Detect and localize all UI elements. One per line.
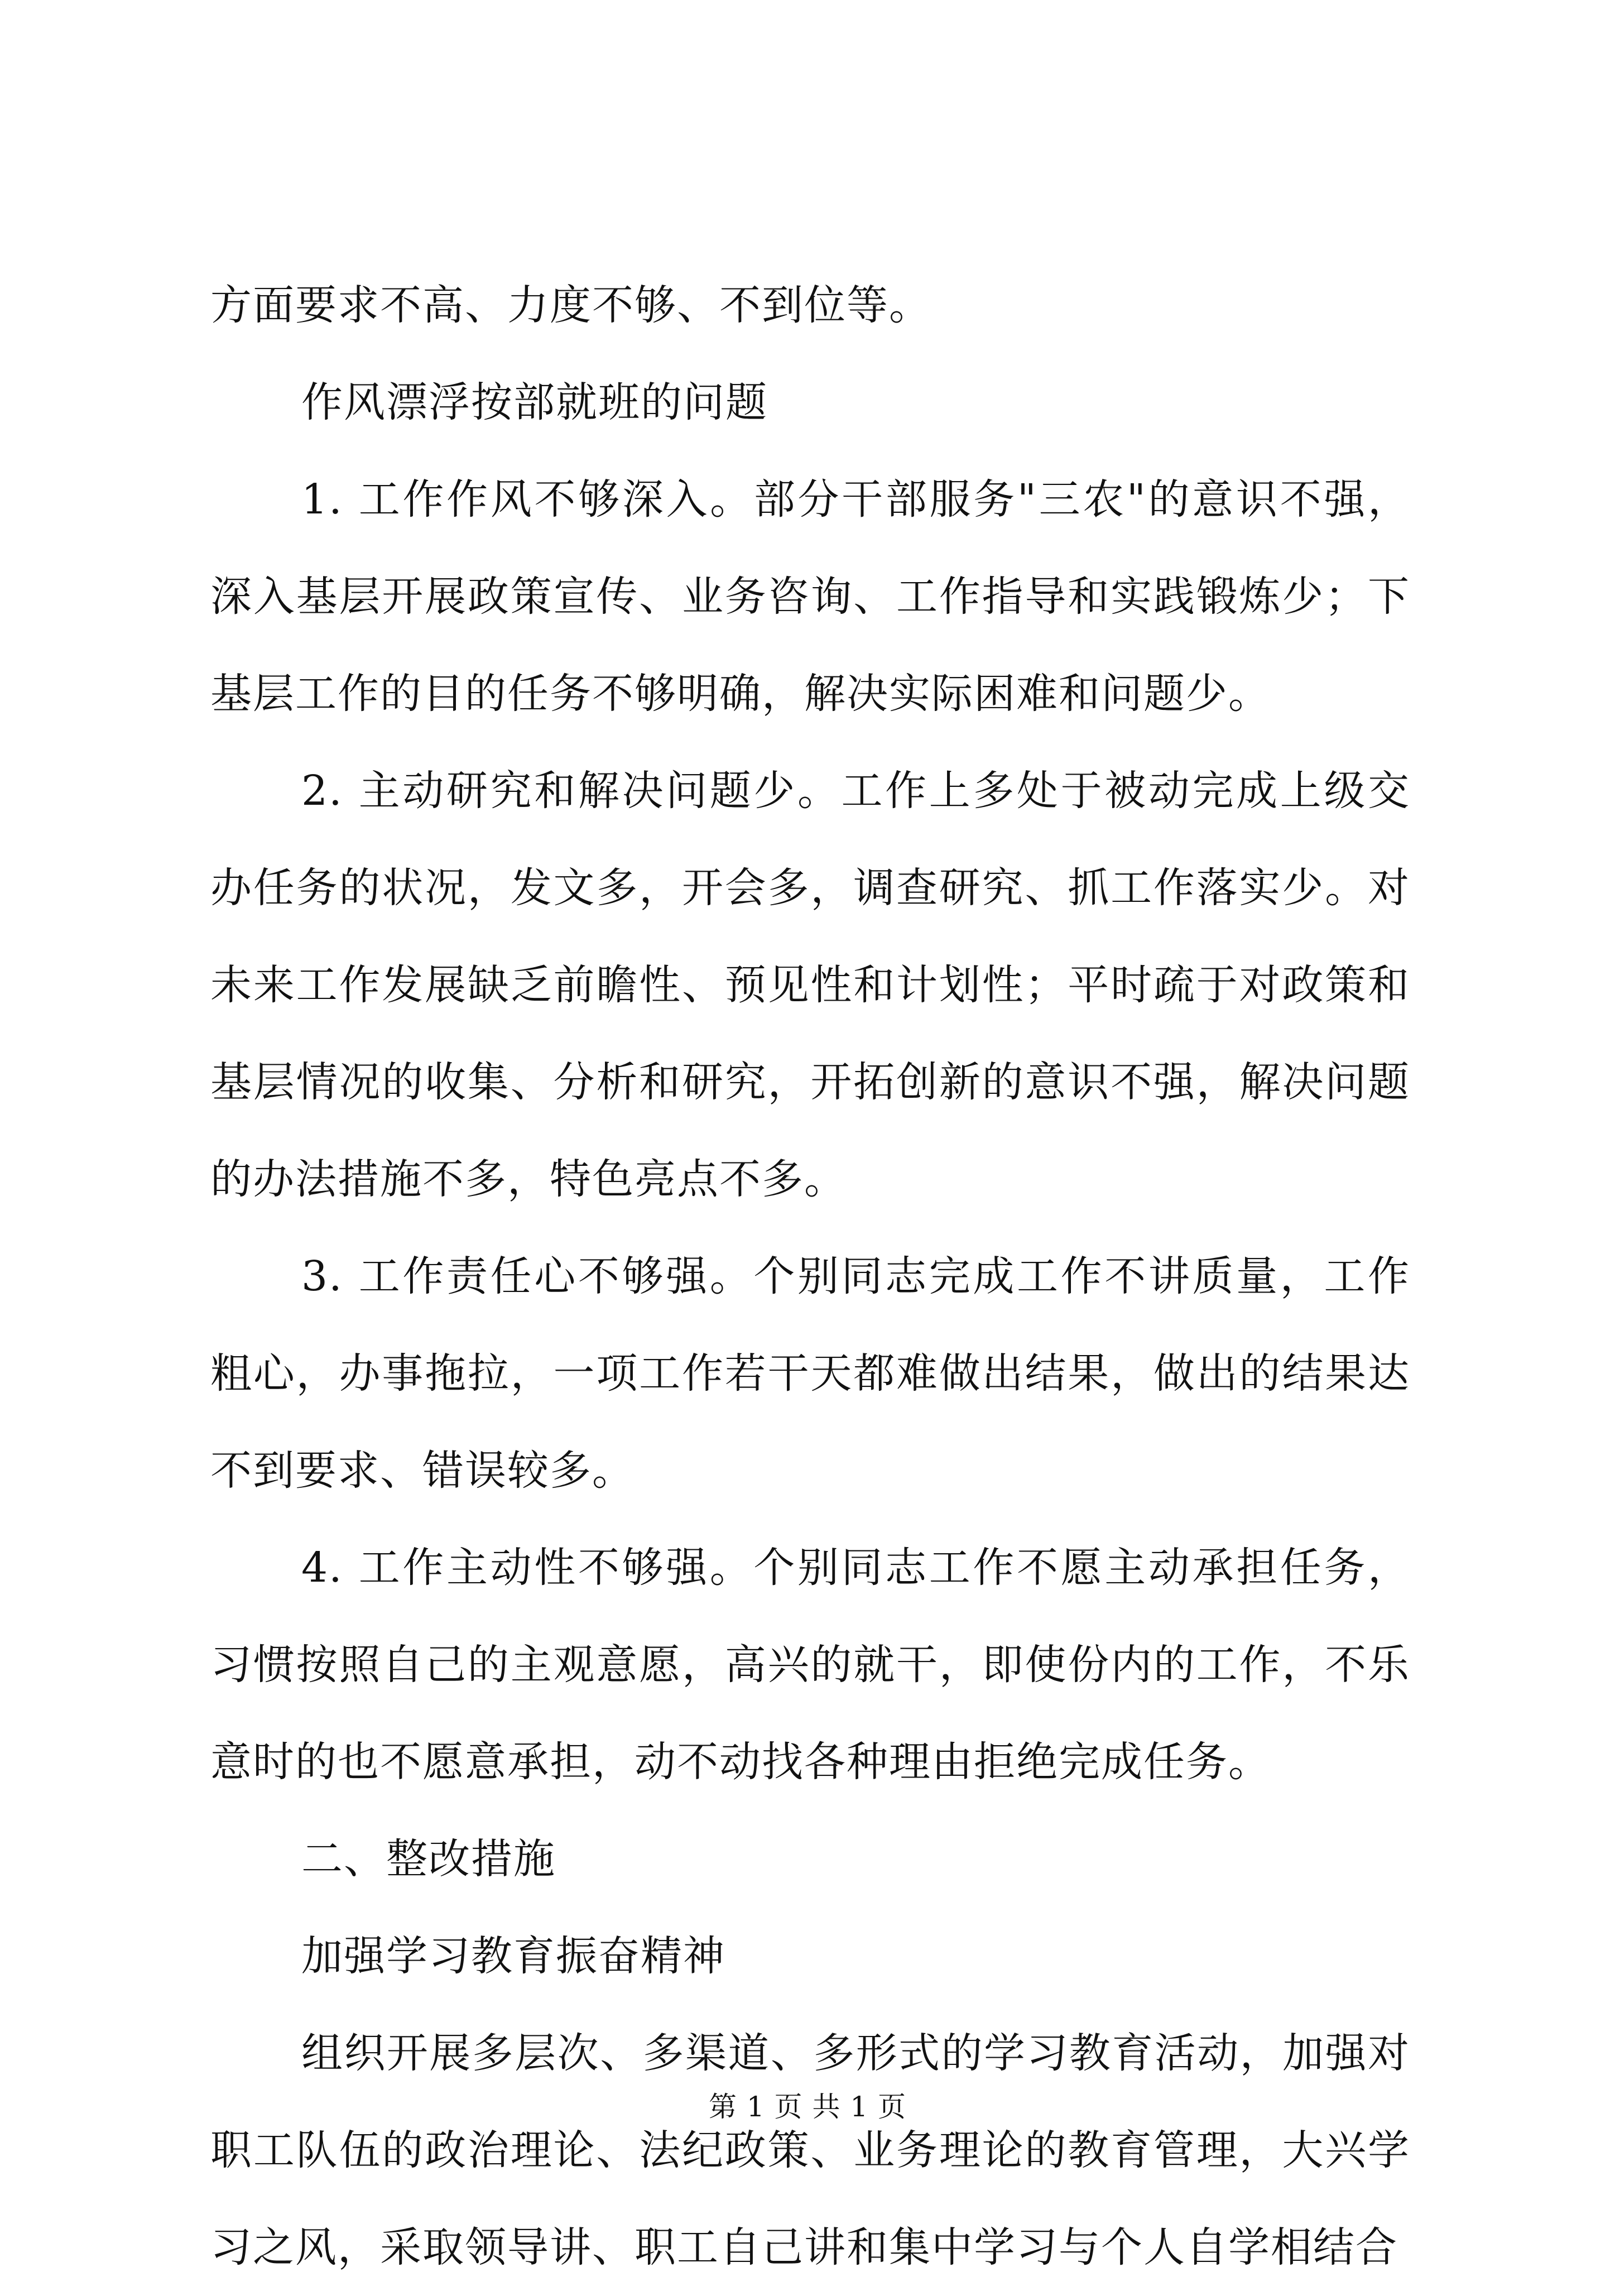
paragraph-continuation: 方面要求不高、力度不够、不到位等。 <box>210 281 931 329</box>
paragraph-item-2: 2. 主动研究和解决问题少。工作上多处于被动完成上级交办任务的状况，发文多，开会多，调查研究、抓工作落实少。对未来工作发展缺乏前瞻性、预见性和计划性；平时疏于对政策和基层情况的收集、分析和研究，开拓创新的意识不强，解决问题的办法措施不多，特色亮点不多。 <box>210 767 1410 1203</box>
paragraph-item-4: 4. 工作主动性不够强。个别同志工作不愿主动承担任务，习惯按照自己的主观意愿，高兴的就干，即使份内的工作，不乐意时的也不愿意承担，动不动找各种理由拒绝完成任务。 <box>210 1544 1410 1786</box>
paragraph-study-measures: 组织开展多层次、多渠道、多形式的学习教育活动，加强对职工队伍的政治理论、法纪政策、业务理论的教育管理，大兴学习之风，采取领导讲、职工自己讲和集中学习与个人自学相结合 <box>210 2029 1410 2271</box>
section-subheading-work-style: 作风漂浮按部就班的问题 <box>301 378 768 426</box>
section-heading-rectification: 二、整改措施 <box>301 1835 556 1883</box>
paragraph-item-3: 3. 工作责任心不够强。个别同志完成工作不讲质量，工作粗心，办事拖拉，一项工作若干天都难做出结果，做出的结果达不到要求、错误较多。 <box>210 1252 1410 1495</box>
section-subheading-study: 加强学习教育振奋精神 <box>301 1932 725 1980</box>
page-number-footer: 第 1 页 共 1 页 <box>708 2091 907 2123</box>
paragraph-item-1: 1. 工作作风不够深入。部分干部服务"三农"的意识不强，深入基层开展政策宣传、业务咨询、工作指导和实践锻炼少；下基层工作的目的任务不够明确，解决实际困难和问题少。 <box>210 475 1410 718</box>
document-body <box>210 257 1410 2296</box>
